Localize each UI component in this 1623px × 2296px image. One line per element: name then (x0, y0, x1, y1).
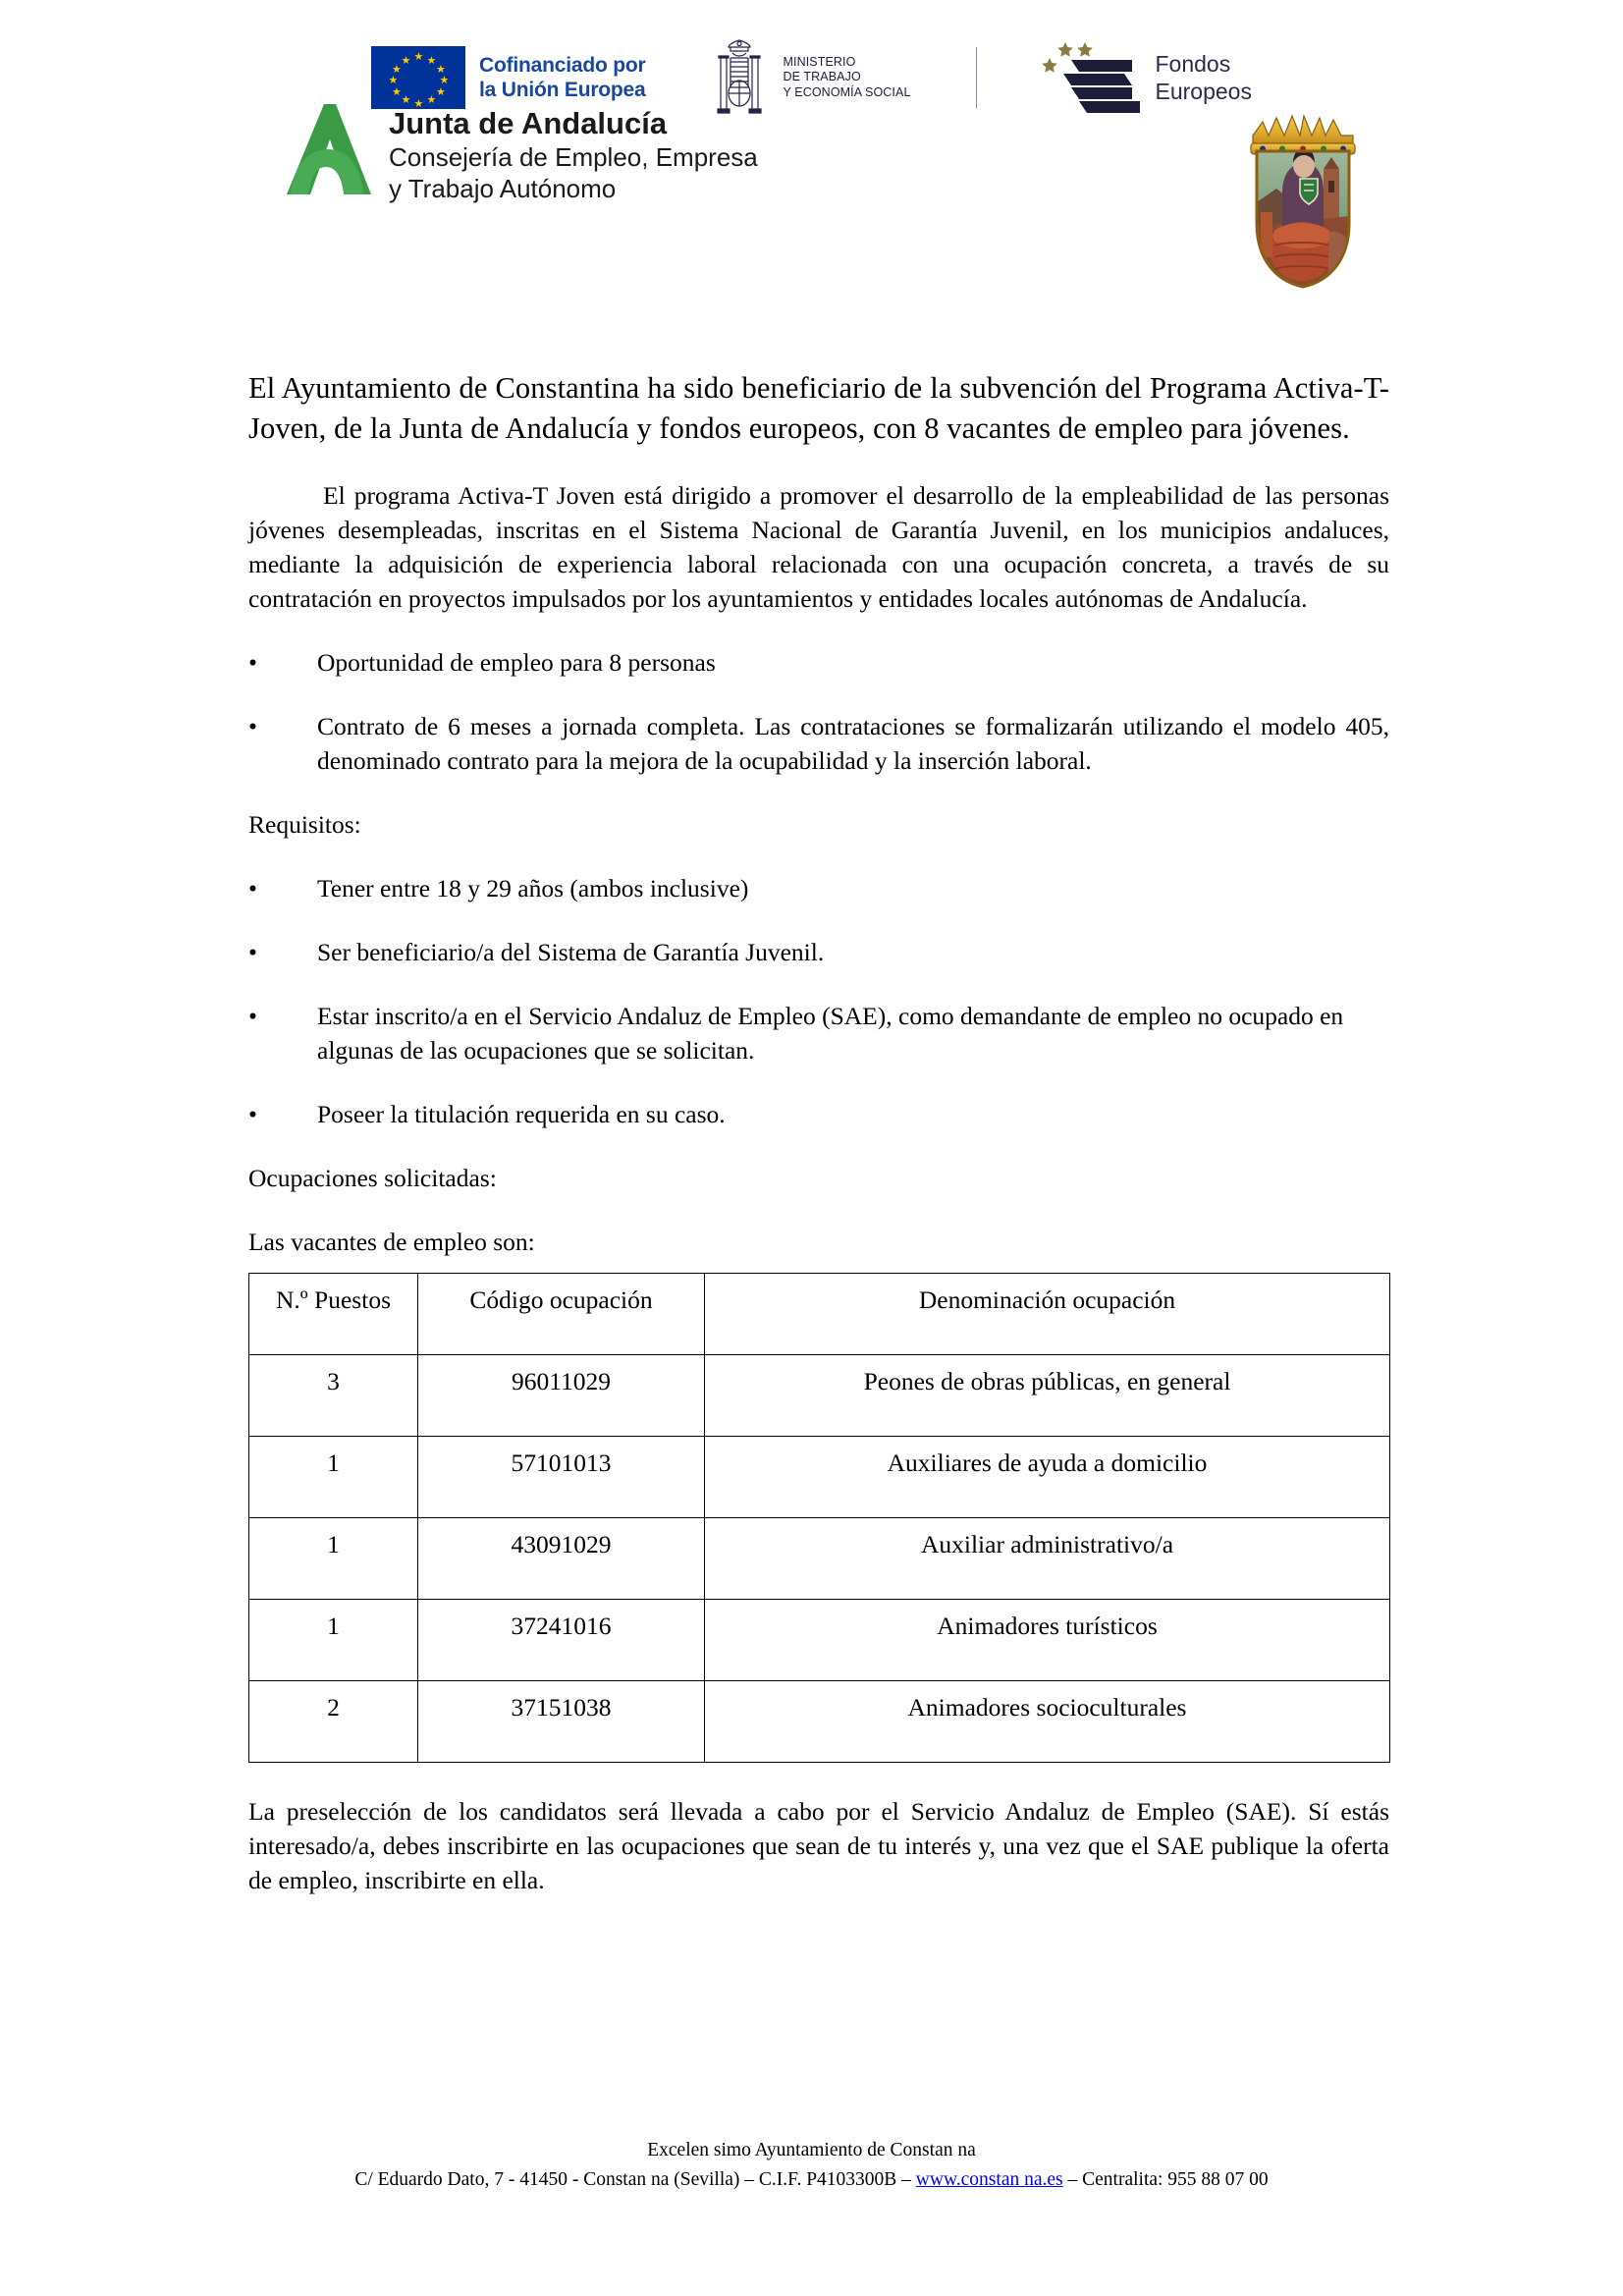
fondos-europeos-logo (1042, 40, 1252, 115)
table-row (249, 1600, 1390, 1681)
cell-codigo: 37241016 (418, 1600, 705, 1681)
cell-puestos: 1 (249, 1600, 418, 1681)
fondos-europeos-mark-icon (1042, 40, 1144, 115)
intro-paragraph (248, 478, 1389, 616)
document-body (248, 368, 1389, 1897)
junta-consejeria-line2: y Trabajo Autónomo (389, 174, 617, 203)
table-row (249, 1355, 1390, 1437)
cell-puestos: 2 (249, 1681, 418, 1763)
column-header-denominacion: Denominación ocupación (705, 1274, 1390, 1355)
bullet-marker-icon: • (248, 648, 257, 677)
funding-logo-bar (0, 35, 1623, 120)
bullet-text: Oportunidad de empleo para 8 personas (317, 648, 716, 677)
ocupaciones-heading: Ocupaciones solicitadas: (248, 1164, 497, 1192)
list-item (248, 871, 1389, 905)
cell-denominacion: Auxiliares de ayuda a domicilio (705, 1437, 1390, 1518)
vacantes-heading: Las vacantes de empleo son: (248, 1228, 535, 1256)
bullet-marker-icon: • (248, 1100, 257, 1128)
list-item (248, 1097, 1389, 1131)
junta-consejeria-line1: Consejería de Empleo, Empresa (389, 142, 758, 172)
vacantes-table (248, 1273, 1390, 1763)
footer-contact-line (0, 2165, 1623, 2195)
column-header-puestos: N.º Puestos (249, 1274, 418, 1355)
table-row (249, 1518, 1390, 1600)
header-divider (976, 47, 977, 108)
cell-codigo: 43091029 (418, 1518, 705, 1600)
cell-puestos: 1 (249, 1437, 418, 1518)
lead-paragraph: El Ayuntamiento de Constantina ha sido beneficiario de la subvención del Programa Activa-T- Joven, de la Junta de Andalucía y fondos europeos, con 8 vacantes de empleo para jóvenes. (248, 371, 1389, 445)
list-item (248, 999, 1389, 1067)
footer-address: C/ Eduardo Dato, 7 - 41450 - Constan na (Sevilla) – C.I.F. P4103300B – (354, 2169, 916, 2190)
bullet-marker-icon: • (248, 1002, 257, 1030)
eu-flag-icon: ★ ★ ★ ★ ★ ★ ★ ★ ★ ★ ★ ★ (371, 46, 465, 109)
crown-icon (1251, 116, 1355, 154)
cell-codigo: 37151038 (418, 1681, 705, 1763)
constantina-coat-of-arms (1239, 108, 1367, 295)
list-item (248, 645, 1389, 680)
cell-codigo: 57101013 (418, 1437, 705, 1518)
ministerio-label: MINISTERIO DE TRABAJO Y ECONOMÍA SOCIAL (783, 54, 911, 99)
intro-text: El programa Activa-T Joven está dirigido a promover el desarrollo de la empleabilidad de las personas jóvenes desempleadas, inscritas en el Sistema Nacional de Garantía Juvenil, en los municipios andaluces, mediante la adquisición de experiencia laboral relacionada con una ocupación concreta, a través de su contratación en proyectos impulsados por los ayuntamientos y entidades locales autónomas de Andalucía. (248, 481, 1389, 613)
table-row (249, 1437, 1390, 1518)
bullet-text: Ser beneficiario/a del Sistema de Garantía Juvenil. (317, 938, 825, 966)
footer-website-link[interactable]: www.constan na.es (915, 2169, 1063, 2190)
bullet-marker-icon: • (248, 874, 257, 902)
page-footer (0, 2136, 1623, 2195)
fondos-europeos-label: Fondos Europeos (1155, 51, 1252, 104)
bullet-marker-icon: • (248, 712, 257, 740)
cell-denominacion: Auxiliar administrativo/a (705, 1518, 1390, 1600)
list-item (248, 709, 1389, 778)
bullet-text: Estar inscrito/a en el Servicio Andaluz de Empleo (SAE), como demandante de empleo no ocupado en algunas de las ocupaciones que se solicitan. (317, 1002, 1344, 1065)
cell-puestos: 3 (249, 1355, 418, 1437)
cell-denominacion: Peones de obras públicas, en general (705, 1355, 1390, 1437)
column-header-codigo: Código ocupación (418, 1274, 705, 1355)
table-row (249, 1681, 1390, 1763)
list-item (248, 935, 1389, 969)
eu-cofinancing-label: Cofinanciado por la Unión Europea (479, 54, 646, 101)
cell-puestos: 1 (249, 1518, 418, 1600)
junta-de-andalucia-logo (281, 100, 758, 204)
junta-title: Junta de Andalucía (389, 106, 668, 140)
closing-paragraph: La preselección de los candidatos será llevada a cabo por el Servicio Andaluz de Empleo (SAE). Sí estás interesado/a, debes inscribirte en las ocupaciones que sean de tu interés y, una vez que el SAE publique la oferta de empleo, inscribirte en ella. (248, 1797, 1389, 1894)
cell-denominacion: Animadores turísticos (705, 1600, 1390, 1681)
footer-phone: – Centralita: 955 88 07 00 (1062, 2169, 1269, 2190)
bullet-text: Poseer la titulación requerida en su caso. (317, 1100, 726, 1128)
requisitos-heading: Requisitos: (248, 810, 361, 839)
footer-entity-name: Excelen simo Ayuntamiento de Constan na (647, 2140, 976, 2160)
junta-andalucia-arch-icon (281, 100, 375, 198)
bullet-marker-icon: • (248, 938, 257, 966)
cell-codigo: 96011029 (418, 1355, 705, 1437)
bullet-text: Contrato de 6 meses a jornada completa. Las contrataciones se formalizarán utilizando el modelo 405, denominado contrato para la mejora de la ocupabilidad y la inserción laboral. (317, 712, 1389, 775)
cell-denominacion: Animadores socioculturales (705, 1681, 1390, 1763)
bullet-text: Tener entre 18 y 29 años (ambos inclusive) (317, 874, 749, 902)
table-header-row (249, 1274, 1390, 1355)
constantina-shield-icon (1239, 108, 1367, 295)
